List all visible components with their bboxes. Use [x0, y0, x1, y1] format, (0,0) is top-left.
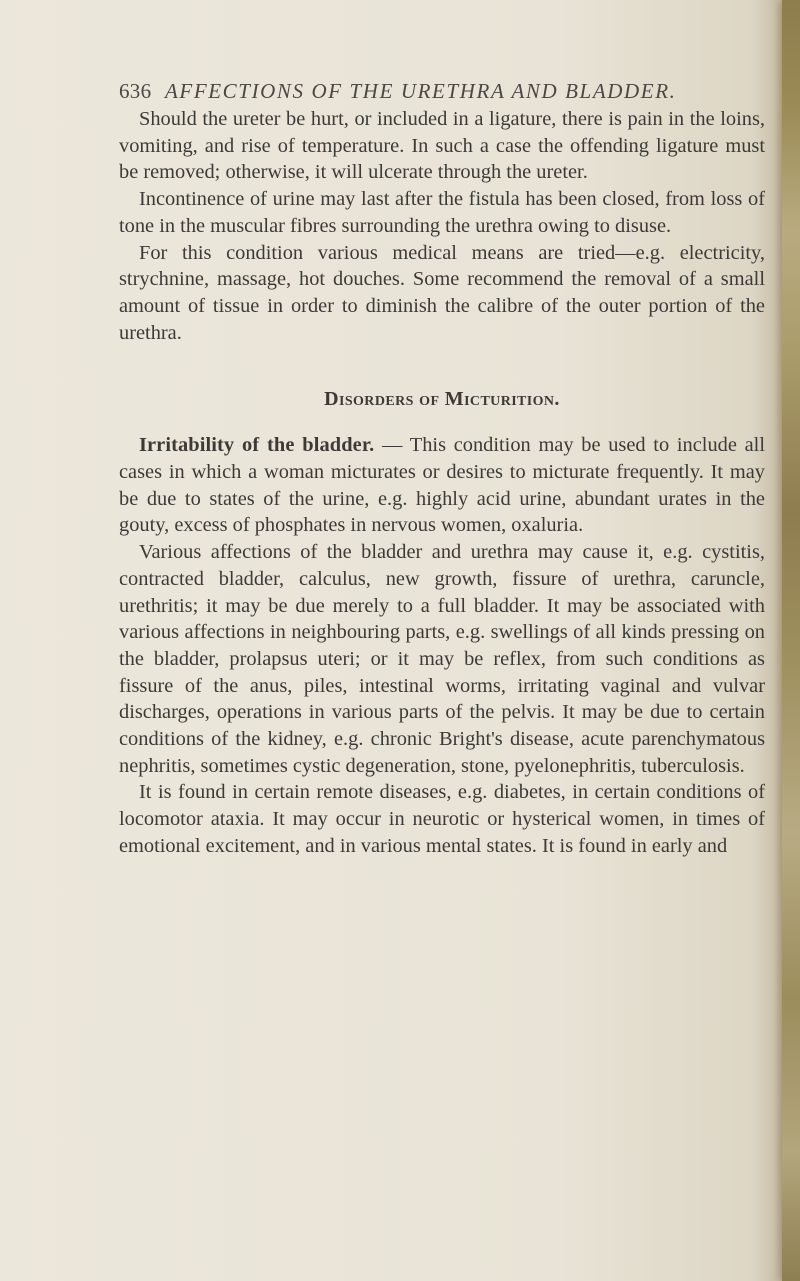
- page-number: 636: [119, 79, 152, 103]
- page-edge-shadow: [782, 0, 800, 1281]
- paragraph-irritability-body: — This condition may be used to include all cases in which a woman micturates or desires to micturate frequently. It may be due to states of the urine, e.g. highly acid urine, abundant urates in the gouty, excess of phosphates in nervous women, oxaluria.: [119, 434, 765, 537]
- paragraph-bladder-affections: Various affections of the bladder and urethra may cause it, e.g. cystitis, contracted bladder, calculus, new growth, fissure of urethra, caruncle, urethritis; it may be due merely to a full bladder. It may be associated with various affections in neighbouring parts, e.g. swellings of all kinds pressing on the bladder, prolapsus uteri; or it may be reflex, from such conditions as fissure of the anus, piles, intestinal worms, irritating vaginal and vulvar discharges, operations in various parts of the pelvis. It may be due to certain conditions of the kidney, e.g. chronic Bright's disease, acute parenchymatous nephritis, sometimes cystic degeneration, stone, pyelonephritis, tuberculosis.: [119, 541, 765, 777]
- section-heading: Disorders of Micturition.: [324, 388, 560, 411]
- paragraph-irritability: [119, 432, 765, 539]
- paragraph-treatment: For this condition various medical means are tried—e.g. electricity, strychnine, massage, hot douches. Some recommend the removal of a small amount of tissue in order to diminish the calibre of the outer portion of the urethra.: [119, 241, 765, 344]
- paragraph-incontinence: Incontinence of urine may last after the fistula has been closed, from loss of tone in the muscular fibres surrounding the urethra owing to disuse.: [119, 188, 765, 237]
- running-head: AFFECTIONS OF THE URETHRA AND BLADDER.: [164, 79, 677, 103]
- page-body: [119, 106, 765, 860]
- paragraph-ureter-injury: Should the ureter be hurt, or included in a ligature, there is pain in the loins, vomiting, and rise of temperature. In such a case the offending ligature must be removed; otherwise, it will ulcerate through the ureter.: [119, 108, 765, 184]
- page-header: [119, 76, 769, 106]
- paragraph-remote-diseases: It is found in certain remote diseases, e.g. diabetes, in certain conditions of locomotor ataxia. It may occur in neurotic or hysterical women, in times of emotional excitement, and in various mental states. It is found in early and: [119, 781, 765, 857]
- paragraph-lead-term: Irritability of the bladder.: [139, 434, 375, 457]
